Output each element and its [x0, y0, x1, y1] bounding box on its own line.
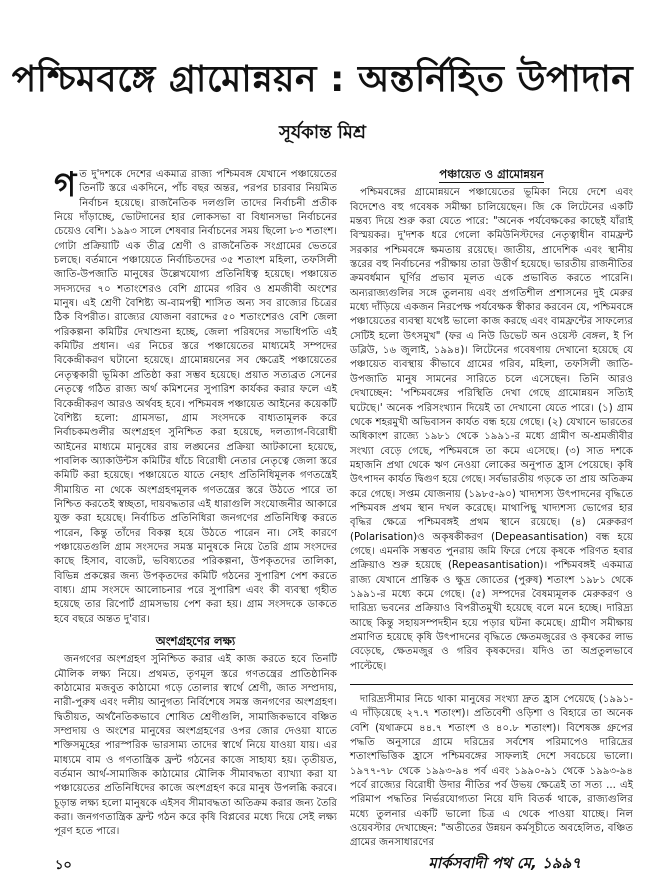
section-heading-panchayat: পঞ্চায়েত ও গ্রামোন্নয়ন — [439, 167, 544, 181]
left-column — [54, 165, 337, 840]
article-title: পশ্চিমবঙ্গে গ্রামোন্নয়ন : অন্তর্নিহিত উপাদান — [11, 59, 634, 100]
right-column — [350, 160, 633, 851]
divider — [350, 684, 633, 685]
panchayat-paragraph-2: দারিদ্র্যসীমার নিচে থাকা মানুষের সংখ্যা দ্রুত হ্রাস পেয়েছে (১৯৯১-এ দাঁড়িয়েছে ২৭.৭ শতাংশ)। প্রতিবেশী ওড়িশা ও বিহারে তা অনেক বেশি (যথাক্রমে ৪৪.৭ শতাংশ ও ৪০.৮ শতাংশ)। বিশেষজ্ঞ গ্রুপের পদ্ধতি অনুসারে গ্রামে দরিদ্রের সর্বশেষ পরিমাপেও দারিদ্রের শতাংশভিত্তিক হ্রাসে পশ্চিমবঙ্গের সাফল্যই দেশে সবচেয়ে ভালো। ১৯৭৭-৭৮ থেকে ১৯৯৩-৯৪ পর্ব এবং ১৯৯০-৯১ থেকে ১৯৯৩-৯৪ পর্বে রাজ্যের বিরোধী উদার নীতির পর্ব উভয় ক্ষেত্রেই তা সত্য ... এই পরিমাপ পদ্ধতির নির্ভরযোগ্যতা নিয়ে যদি বিতর্ক থাকে, রাজ্যগুলির মধ্যে তুলনার একটি ভালো চিত্র এ থেকে পাওয়া যাচ্ছে। নিল ওয়েবস্টার দেখাচ্ছেন: "অতীতের উন্নয়ন কর্মসূচীতে অবহেলিত, বঞ্চিত গ্রামের জনসাধারণের — [350, 694, 633, 849]
dropcap: গ — [54, 165, 77, 205]
page-number: ১০ — [55, 858, 72, 873]
publication-info: মার্কসবাদী পথ মে, ১৯৯৭ — [428, 854, 581, 872]
panchayat-paragraph-1: পশ্চিমবঙ্গের গ্রামোন্নয়নে পঞ্চায়েতের ভূমিকা নিয়ে দেশে এবং বিদেশেও বহু গবেষক সমীক্ষা চালিয়েছেন। জি কে লিটেনের একটি মন্তব্য দিয়ে শুরু করা যেতে পারে: "অনেক পর্যবেক্ষকের কাছেই যাঁরাই বিস্ময়কর। দু'দশক ধরে গেলো কমিউনিস্টদের নেতৃত্বাধীন বামফ্রন্ট সরকার পশ্চিমবঙ্গে ক্ষমতায় রয়েছে। জাতীয়, প্রাদেশিক এবং স্থানীয় স্তরের বহু নির্বাচনের পরীক্ষায় তারা উত্তীর্ণ হয়েছে। ভারতীয় রাজনীতির ক্রমবর্ধমান ঘূর্ণির প্রভাব মূলত একে প্রভাবিত করতে পারেনি। অন্যরাজ্যগুলির সঙ্গে তুলনায় এবং প্রগতিশীল প্রশাসনের দুই মেরুর মধ্যে দাঁড়িয়ে একজন নিরপেক্ষ পর্যবেক্ষক স্বীকার করবেন যে, পশ্চিমবঙ্গে পঞ্চায়েতের ব্যবস্থা যথেষ্ট ভালো কাজ করছে এবং বামফ্রন্টের সাফল্যের সেটিই হলো উৎসমুখ" (ফর এ নিউ ডিভেট অন ওয়েস্ট বেঙ্গল, ই পি ডব্লিউ, ১৬ জুলাই, ১৯৯৪)। লিটেনের গবেষণায় দেখানো হয়েছে যে পঞ্চায়েত ব্যবস্থায় কীভাবে গ্রামের গরিব, মহিলা, তফসিলী জাতি-উপজাতি মানুষ সামনের সারিতে চলে এসেছেন। তিনি আরও দেখাচ্ছেন: 'পশ্চিমবঙ্গের পরিস্থিতি দেখা গেছে গ্রামোন্নয়ন সত্যিই ঘটেছে।' অনেক পরিসংখ্যান দিয়েই তা দেখানো যেতে পারে। (১) গ্রাম থেকে শহরমুখী অভিবাসন কার্যত বন্ধ হয়ে গেছে। (২) যেখানে ভারতের অধিকাংশ রাজ্যে ১৯৮১ থেকে ১৯৯১-র মধ্যে গ্রামীণ অ-শ্রমজীবীর সংখ্যা বেড়ে গেছে, পশ্চিমবঙ্গে তা কমে এসেছে। (৩) সাত দশকে মহাজনি প্রথা থেকে ঋণ নেওয়া লোকের অনুপাত হ্রাস পেয়েছে। কৃষি উৎপাদন কার্যত দ্বিগুণ হয়ে গেছে। সর্বভারতীয় গড়কে তা প্রায় অতিক্রম করে গেছে। সপ্তম যোজনায় (১৯৮৫-৯০) খাদ্যশস্য উৎপাদনের বৃদ্ধিতে পশ্চিমবঙ্গ প্রথম স্থান দখল করেছে। মাথাপিছু খাদ্যশস্য ভোগের হার বৃদ্ধির ক্ষেত্রে পশ্চিমবঙ্গই প্রথম স্থানে রয়েছে। (৪) মেরুকরণ (Polarisation)ও অকৃষকীকরণ (Depeasantisation) বন্ধ হয়ে গেছে। এমনকি সম্ভবত পুনরায় জমি ফিরে পেয়ে কৃষকে পরিণত হবার প্রক্রিয়াও শুরু হয়েছে (Repeasantisation)। পশ্চিমবঙ্গই একমাত্র রাজ্য যেখানে প্রান্তিক ও ক্ষুদ্র জোতের (পুরুষ) শতাংশ ১৯৮১ থেকে ১৯৯১-র মধ্যে কমে গেছে। (৫) সম্পদের বৈষম্যমূলক মেরুকরণ ও দারিদ্র্য ভবনের প্রক্রিয়াও বিপরীতমুখী হয়েছে বলে মনে হচ্ছে। দারিদ্র্য আছে কিন্তু সহায়সম্পদহীন হয়ে পড়ার ঘটনা কমেছে। গ্রামীণ সমীক্ষায় প্রমাণিত হয়েছে কৃষি উৎপাদনের বৃদ্ধিতে ক্ষেতমজুরের ও কৃষকের লাভ বেড়েছে, ক্ষেতমজুর ও গরিব কৃষকদের। যদিও তা অপ্রতুলভাবে পাল্টেছে। — [350, 187, 633, 672]
participation-paragraph: জনগণের অংশগ্রহণ সুনিশ্চিত করার এই কাজ করতে হবে তিনটি মৌলিক লক্ষ্য নিয়ে। প্রথমত, তৃণমূল স্তরে গণতন্ত্রের প্রাতিষ্ঠানিক কাঠামোর মজবুত কাঠামো গড়ে তোলার স্বার্থে শ্রেণী, জাত সম্প্রদায়, নারী-পুরুষ এবং দলীয় আনুগত্য নির্বিশেষে সমস্ত জনগণের অংশগ্রহণ। দ্বিতীয়ত, অর্থনৈতিকভাবে শোষিত শ্রেণীগুলি, সামাজিকভাবে বঞ্চিত সম্প্রদায় ও অংশের মানুষের অংশগ্রহণের ওপর জোর দেওয়া যাতে শক্তিসমূহের পারস্পরিক ভারসাম্য তাদের স্বার্থে নিয়ে যাওয়া যায়। এর মাধ্যমে বাম ও গণতান্ত্রিক ফ্রন্ট গঠনের কাজে সাহায্য হয়। তৃতীয়ত, বর্তমান আর্থ-সামাজিক কাঠামোর মৌলিক সীমাবদ্ধতা ব্যাখ্যা করা যা পঞ্চায়েতের প্রতিনিধিদের কাজে অংশগ্রহণ করে মানুষ উপলব্ধি করবে। চূড়ান্ত লক্ষ্য হলো মানুষকে এইসব সীমাবদ্ধতা অতিক্রম করার জন্য তৈরি করা। জনগণতান্ত্রিক ফ্রন্ট গঠন করে কৃষি বিপ্লবের মধ্যে দিয়ে সেই লক্ষ্য পূরণ হতে পারে। — [54, 654, 337, 838]
intro-paragraph — [54, 165, 337, 627]
section-heading-participation: অংশগ্রহণের লক্ষ্য — [155, 634, 236, 648]
intro-text: ত দু'দশকে দেশের একমাত্র রাজ্য পশ্চিমবঙ্গ যেখানে পঞ্চায়েতের তিনটি স্তরে একদিনে, পাঁচ বছর অন্তর, পরপর চারবার নিয়মিত নির্বাচন হয়েছে। রাজনৈতিক দলগুলি তাদের নির্বাচনী প্রতীক নিয়ে দাঁড়াচ্ছে, ভোটদানের হার লোকসভা বা বিধানসভা নির্বাচনের চেয়েও বেশি। ১৯৯৩ সালে শেষবার নির্বাচনের সময় ছিলো ৮৩ শতাংশ। গোটা প্রক্রিয়াটি এক তীব্র শ্রেণী ও রাজনৈতিক সংগ্রামের ভেতরে চলছে। বর্তমানে পঞ্চায়েতে নির্বাচিতদের ৩৫ শতাংশ মহিলা, তফসিলী জাতি-উপজাতি মানুষের উল্লেখযোগ্য প্রতিনিধিত্ব হয়েছে। পঞ্চায়েত সদস্যদের ৭০ শতাংশেরও বেশি গ্রামের গরিব ও শ্রমজীবী অংশের মানুষ। এই শ্রেণী বৈশিষ্ট্য অ-বামপন্থী শাসিত অন্য সব রাজ্যের চিত্রের ঠিক বিপরীত। রাজ্যের যোজনা বরাদ্দের ৫০ শতাংশেরও বেশি জেলা পরিকল্পনা কমিটির দেখাশুনা হচ্ছে, জেলা পরিষদের সভাধিপতি এই কমিটির প্রধান। এর নিচের স্তরে পঞ্চায়েতের মাধ্যমেই সম্পদের বিকেন্দ্রীকরণ ঘটানো হয়েছে। গ্রামোন্নয়নের সব ক্ষেত্রেই পঞ্চায়েতের নেতৃত্বকারী ভূমিকা প্রতিষ্ঠা করা সম্ভব হয়েছে। প্রয়াত সত্যব্রত সেনের নেতৃত্বে গঠিত রাজ্য অর্থ কমিশনের সুপারিশ কার্যকর করার ফলে এই বিকেন্দ্রীকরণ আরও অর্থবহ হবে। পশ্চিমবঙ্গ পঞ্চায়েত আইনের কয়েকটি বৈশিষ্ট্য হলো: গ্রামসভা, গ্রাম সংসদকে বাধ্যতামূলক করে নির্বাচকমণ্ডলীর অংশগ্রহণ সুনিশ্চিত করা হয়েছে, দলত্যাগ-বিরোধী আইনের মাধ্যমে মানুষের রায় লঙ্ঘনের প্রক্রিয়া আটকানো হয়েছে, পাবলিক অ্যাকাউন্টস কমিটির ধাঁচে বিরোধী নেতার নেতৃত্বে জেলা স্তরে কমিটি করা হয়েছে। পঞ্চায়েতে যাতে নেহাৎ প্রতিনিধিমূলক গণতন্ত্রেই সীমায়িত না থেকে অংশগ্রহণমূলক গণতন্ত্রের স্তরে উঠতে পারে তা নিশ্চিত করতেই স্বচ্ছতা, দায়বদ্ধতার এই ধারাগুলি সংযোজনীর আকারে যুক্ত করা হয়েছে। নির্বাচিত প্রতিনিধিরা জনগণের প্রতিনিধিত্ব করতে পারেন, কিন্তু তাঁদের বিকল্প হয়ে উঠতে পারেন না। সেই কারণে পঞ্চায়েতগুলি গ্রাম সংসদের সমস্ত মানুষকে নিয়ে তৈরি গ্রাম সংসদের কাছে হিসাব, বাজেট, ভবিষ্যতের পরিকল্পনা, উপকৃতদের তালিকা, বিভিন্ন প্রকল্পের জন্য উপকৃতদের কমিটি গঠনের সুপারিশ পেশ করতে বাধ্য। গ্রাম সংসদে আলোচনার পরে সুপারিশ এবং কী ব্যবস্থা গৃহীত হয়েছে তার রিপোর্ট গ্রামসভায় পেশ করা হয়। গ্রাম সংসদকে ডাকতে হবে বছরে অন্তত দু'বার। — [54, 169, 337, 625]
article-author: সূর্যকান্ত মিশ্র — [279, 122, 366, 143]
